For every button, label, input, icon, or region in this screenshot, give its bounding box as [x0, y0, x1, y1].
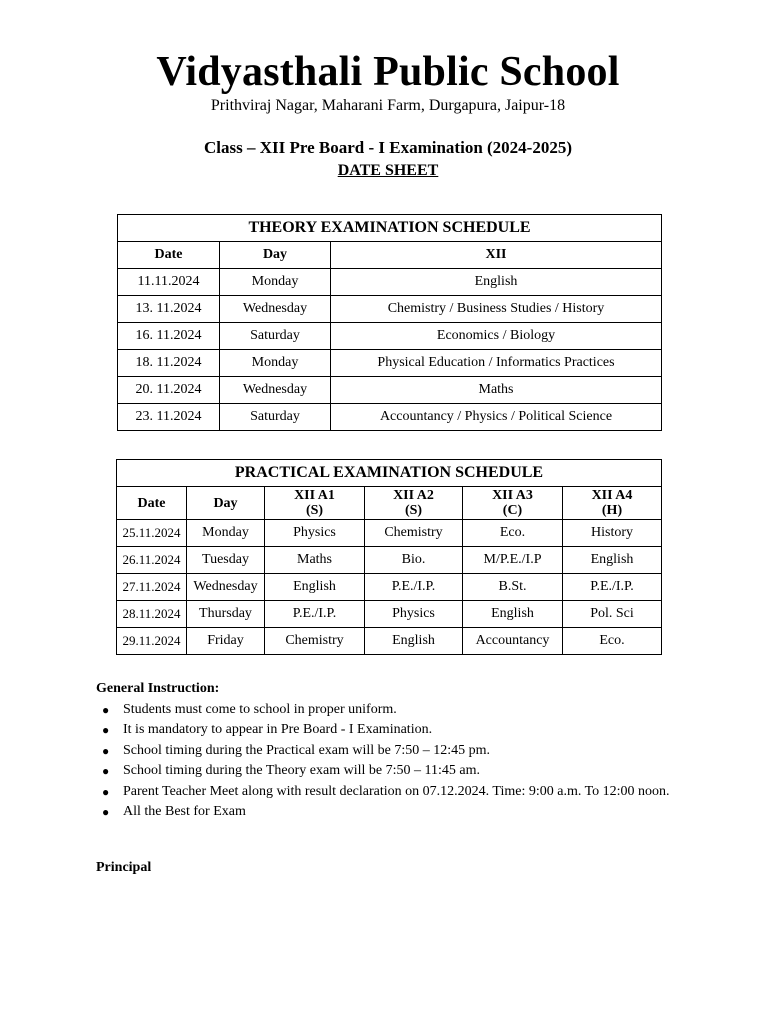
table-row	[117, 520, 662, 547]
instruction-text: It is mandatory to appear in Pre Board - I Examination.	[123, 722, 433, 738]
exam-title: Class – XII Pre Board - I Examination (2024-2025)	[203, 138, 573, 157]
principal-signature-label: Principal	[96, 860, 152, 875]
bullet-icon: ●	[102, 804, 110, 819]
practical-a2: P.E./I.P.	[365, 574, 463, 601]
bullet-icon: ●	[102, 703, 110, 717]
theory-day: Monday	[220, 269, 331, 296]
theory-subject: Chemistry / Business Studies / History	[331, 296, 662, 323]
table-row	[118, 350, 662, 377]
instruction-text: Parent Teacher Meet along with result declaration on 07.12.2024. Time: 9:00 a.m. To 12:00 noon.	[123, 783, 670, 799]
list-item	[96, 802, 736, 822]
practical-date: 26.11.2024	[117, 547, 187, 574]
theory-col-xii: XII	[331, 242, 662, 269]
theory-day: Monday	[220, 350, 331, 377]
theory-day: Wednesday	[220, 377, 331, 404]
list-item	[96, 700, 736, 720]
school-name: Vidyasthali Public School	[156, 49, 620, 95]
instructions-heading: General Instruction:	[96, 681, 220, 696]
theory-col-day: Day	[220, 242, 331, 269]
instruction-text: Students must come to school in proper uniform.	[123, 702, 397, 717]
date-sheet-title	[0, 162, 768, 180]
practical-day: Monday	[187, 520, 265, 547]
bullet-icon: ●	[102, 784, 110, 799]
table-row	[118, 269, 662, 296]
practical-col-xii-a2	[365, 487, 463, 520]
theory-col-date: Date	[118, 242, 220, 269]
practical-a2: English	[365, 628, 463, 655]
practical-col-xii-a1	[265, 487, 365, 520]
theory-date: 20. 11.2024	[118, 377, 220, 404]
practical-a4: P.E./I.P.	[563, 574, 662, 601]
bullet-icon: ●	[102, 723, 110, 738]
theory-date: 16. 11.2024	[118, 323, 220, 350]
practical-a2: Physics	[365, 601, 463, 628]
school-address: Prithviraj Nagar, Maharani Farm, Durgapura, Jaipur-18	[210, 97, 566, 114]
practical-a3: Accountancy	[463, 628, 563, 655]
practical-a4: History	[563, 520, 662, 547]
practical-col-day: Day	[187, 487, 265, 520]
practical-a1: P.E./I.P.	[265, 601, 365, 628]
table-row	[118, 296, 662, 323]
col-stream: (H)	[601, 503, 623, 518]
col-stream: (C)	[502, 503, 523, 518]
practical-a3: M/P.E./I.P	[463, 547, 563, 574]
instruction-text: School timing during the Practical exam will be 7:50 – 12:45 pm.	[123, 742, 491, 758]
practical-date: 25.11.2024	[117, 520, 187, 547]
theory-subject: Accountancy / Physics / Political Science	[331, 404, 662, 431]
practical-schedule-table	[116, 459, 662, 655]
col-label: XII A3	[492, 488, 533, 503]
practical-a3: Eco.	[463, 520, 563, 547]
instructions-list	[96, 700, 736, 822]
table-row	[117, 601, 662, 628]
theory-day: Saturday	[220, 323, 331, 350]
practical-a1: Physics	[265, 520, 365, 547]
table-row	[117, 547, 662, 574]
practical-col-date: Date	[117, 487, 187, 520]
table-row	[118, 404, 662, 431]
practical-a2: Chemistry	[365, 520, 463, 547]
list-item	[96, 761, 736, 781]
practical-date: 29.11.2024	[117, 628, 187, 655]
practical-a4: Pol. Sci	[563, 601, 662, 628]
practical-day: Wednesday	[187, 574, 265, 601]
theory-subject: English	[331, 269, 662, 296]
practical-a2: Bio.	[365, 547, 463, 574]
list-item	[96, 741, 736, 761]
date-sheet-title-text: DATE SHEET	[337, 162, 439, 179]
col-label: XII A4	[591, 488, 633, 503]
practical-table-title: PRACTICAL EXAMINATION SCHEDULE	[117, 460, 662, 487]
table-row	[118, 377, 662, 404]
practical-a1: Maths	[265, 547, 365, 574]
practical-date: 27.11.2024	[117, 574, 187, 601]
theory-date: 11.11.2024	[118, 269, 220, 296]
theory-subject: Physical Education / Informatics Practices	[331, 350, 662, 377]
table-row	[117, 574, 662, 601]
col-stream: (S)	[404, 503, 423, 518]
practical-col-xii-a4	[563, 487, 662, 520]
table-row	[118, 323, 662, 350]
practical-a3: English	[463, 601, 563, 628]
instruction-text: School timing during the Theory exam will be 7:50 – 11:45 am.	[123, 763, 480, 779]
practical-day: Thursday	[187, 601, 265, 628]
practical-day: Friday	[187, 628, 265, 655]
list-item	[96, 782, 736, 802]
theory-schedule-table	[117, 214, 662, 431]
col-label: XII A1	[294, 488, 335, 503]
instruction-text: All the Best for Exam	[123, 803, 246, 819]
theory-day: Wednesday	[220, 296, 331, 323]
theory-subject: Economics / Biology	[331, 323, 662, 350]
theory-table-title: THEORY EXAMINATION SCHEDULE	[118, 215, 662, 242]
practical-a1: Chemistry	[265, 628, 365, 655]
bullet-icon: ●	[102, 743, 110, 758]
col-stream: (S)	[305, 503, 324, 518]
table-row	[117, 628, 662, 655]
practical-a3: B.St.	[463, 574, 563, 601]
theory-date: 18. 11.2024	[118, 350, 220, 377]
theory-date: 23. 11.2024	[118, 404, 220, 431]
theory-date: 13. 11.2024	[118, 296, 220, 323]
bullet-icon: ●	[102, 764, 110, 779]
theory-day: Saturday	[220, 404, 331, 431]
practical-col-xii-a3	[463, 487, 563, 520]
practical-a1: English	[265, 574, 365, 601]
theory-subject: Maths	[331, 377, 662, 404]
practical-date: 28.11.2024	[117, 601, 187, 628]
col-label: XII A2	[393, 488, 434, 503]
practical-a4: English	[563, 547, 662, 574]
practical-a4: Eco.	[563, 628, 662, 655]
general-instructions	[96, 681, 736, 822]
list-item	[96, 720, 736, 740]
practical-day: Tuesday	[187, 547, 265, 574]
